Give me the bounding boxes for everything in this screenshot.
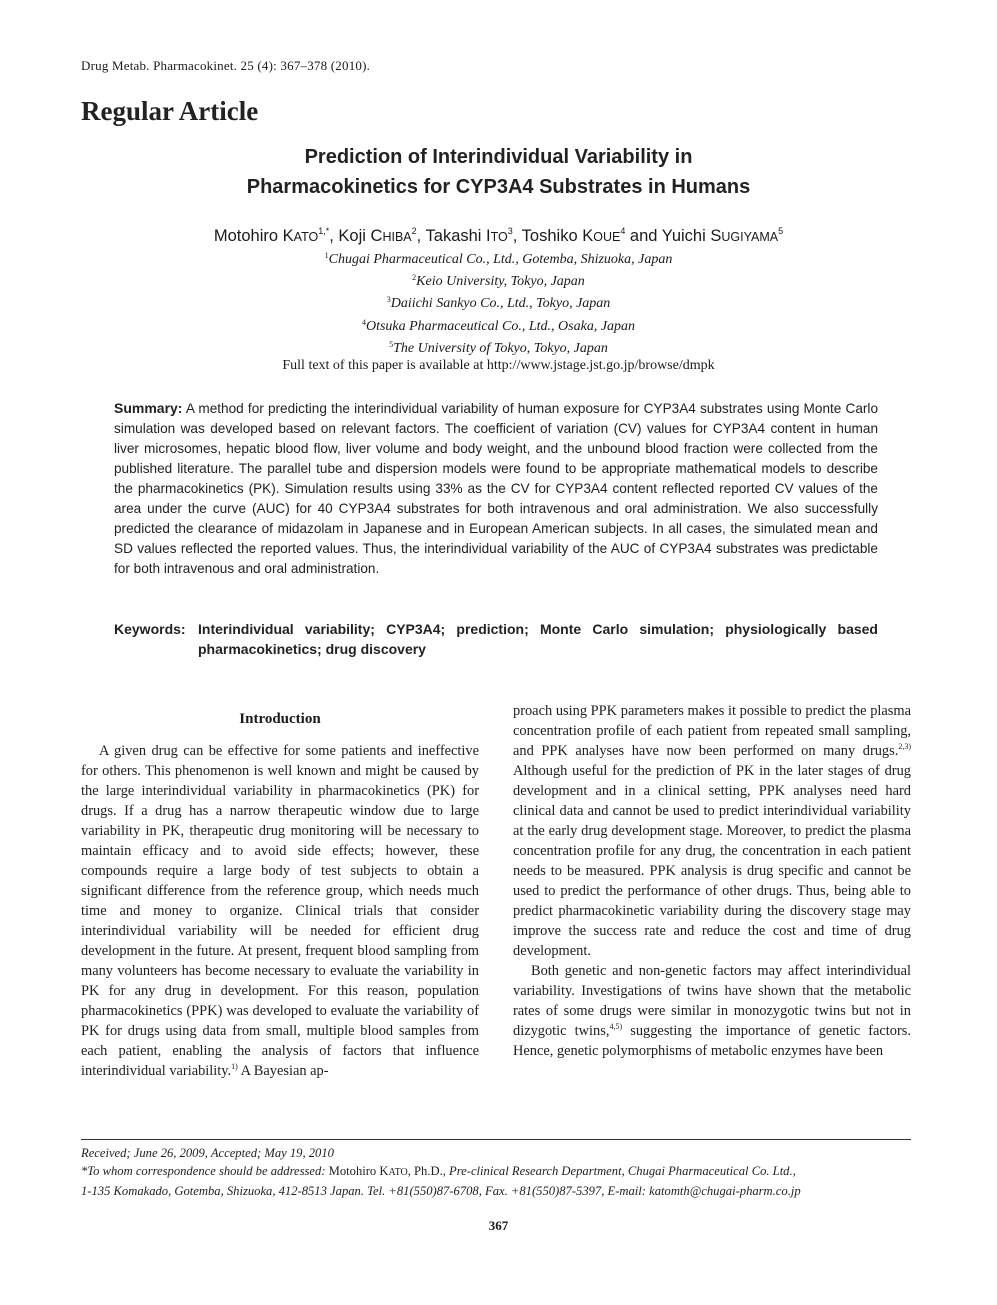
- citation-ref: 4,5): [609, 1022, 623, 1031]
- paper-title: [0, 142, 997, 202]
- author-2: Koji CHIBA$^2$,: [338, 226, 426, 245]
- full-text-availability-note: Full text of this paper is available at http://www.jstage.jst.go.jp/browse/dmpk: [282, 358, 715, 373]
- right-column: [513, 701, 911, 1061]
- keywords-label: Keywords:: [114, 621, 186, 637]
- keywords-text: Interindividual variability; CYP3A4; prediction; Monte Carlo simulation; physiologically based pharmacokinetics; drug discovery: [198, 621, 878, 657]
- citation-ref: 2,3): [898, 742, 911, 751]
- affiliation-3: $^3$Daiichi Sankyo Co., Ltd., Tokyo, Japan: [386, 295, 611, 312]
- introduction-heading: Introduction: [239, 711, 321, 727]
- author-5: Yuichi SUGIYAMA$^5$: [661, 226, 784, 245]
- article-type-heading: Regular Article: [81, 96, 259, 126]
- citation-ref: 1): [231, 1062, 238, 1071]
- affiliation-5: $^5$The University of Tokyo, Tokyo, Japan: [389, 339, 608, 356]
- affiliation-2: $^2$Keio University, Tokyo, Japan: [412, 273, 585, 290]
- received-accepted-dates: Received; June 26, 2009, Accepted; May 19, 2010: [81, 1146, 334, 1160]
- affiliation-1: $^1$Chugai Pharmaceutical Co., Ltd., Gotemba, Shizuoka, Japan: [324, 251, 673, 267]
- author-list: [0, 220, 997, 248]
- left-column: [81, 741, 479, 1081]
- page-number: 367: [488, 1218, 509, 1233]
- title-line-2: Pharmacokinetics for CYP3A4 Substrates in Humans: [246, 176, 751, 198]
- summary-paragraph: [114, 398, 878, 579]
- affiliation-list: [0, 247, 997, 358]
- correspondence-address: 1-135 Komakado, Gotemba, Shizuoka, 412-8513 Japan. Tel. +81(550)87-6708, Fax. +81(550)87-5397, E-mail: katomth@chugai-pharm.co.jp: [81, 1184, 801, 1198]
- intro-paragraph-1: A given drug can be effective for some patients and ineffective for others. This phenomenon is well known and might be caused by the large interindividual variability in pharmacokinetics (PK) for drugs. If a drug has a narrow therapeutic window due to large variability in PK, therapeutic drug monitoring will be necessary to maintain efficacy and to avoid side effects; however, these compounds require a large body of test subjects to obtain a significant difference from the reference group, which needs much time and money to organize. Clinical trials that consider interindividual variability will be needed for efficient drug development in the future. At present, frequent blood sampling from many volunteers has become necessary to evaluate the variability in PK for any drug in development. For this reason, population pharmacokinetics (PPK) was developed to evaluate the variability of PK for drugs using data from small, multiple blood samples from each patient, enabling the analysis of factors that influence interindividual variability.$^{1)}$ A Bayesian ap-: [81, 743, 479, 1079]
- author-3: Takashi ITO$^3$,: [425, 226, 522, 245]
- intro-paragraph-2: Both genetic and non-genetic factors may affect interindividual variability. Investigations of twins have shown that the metabolic rates of some drugs were similar in monozygotic twins but not in dizygotic twins,$^{4,5)}$ suggesting the importance of genetic factors. Hence, genetic polymorphisms of metabolic enzymes have been: [513, 963, 911, 1059]
- summary-text: A method for predicting the interindividual variability of human exposure for CYP3A4 substrates using Monte Carlo simulation was developed based on relevant factors. The coefficient of variation (CV) values for CYP3A4 content in human liver microsomes, hepatic blood flow, liver volume and body weight, and the unbound blood fraction were collected from the published literature. The parallel tube and dispersion models were found to be appropriate mathematical models to describe the pharmacokinetics (PK). Simulation results using 33% as the CV for CYP3A4 content reflected reported CV values of the area under the curve (AUC) for 40 CYP3A4 substrates for both intravenous and oral administration. We also successfully predicted the clearance of midazolam in Japanese and in European American subjects. In all cases, the simulated mean and SD values reflected the reported values. Thus, the interindividual variability of the AUC of CYP3A4 substrates was predictable for both intravenous and oral administration.: [114, 401, 879, 576]
- title-line-1: Prediction of Interindividual Variability in: [304, 146, 693, 168]
- author-1: Motohiro $KATO^{1,*}$,: [213, 226, 339, 245]
- affiliation-4: $^4$Otsuka Pharmaceutical Co., Ltd., Osaka, Japan: [361, 317, 636, 334]
- keywords-block: [114, 619, 878, 659]
- footnote-divider: [81, 1139, 911, 1140]
- author-4: Toshiko KOUE$^4$ and: [521, 226, 662, 245]
- intro-paragraph-1-continued: proach using PPK parameters makes it possible to predict the plasma concentration profile of each patient from repeated small sampling, and PPK analyses have now been performed on many drugs.$^{2,3)}$ Although useful for the prediction of PK in the later stages of drug development and in a clinical setting, PPK analyses need hard clinical data and cannot be used to predict interindividual variability at the early drug development stage. Moreover, to predict the plasma concentration profile for any drug, the concentration in each patient needs to be measured. PPK analysis is drug specific and cannot be used to predict the performance of other drugs. Thus, being able to predict pharmacokinetic variability during the discovery stage may improve the success rate and reduce the cost and time of drug development.: [513, 703, 911, 959]
- correspondence-note: *To whom correspondence should be addressed: Motohiro KATO, Ph.D., Pre-clinical Research Department, Chugai Pharmaceutical Co. Ltd.,: [81, 1164, 796, 1178]
- journal-citation: Drug Metab. Pharmacokinet. 25 (4): 367–378 (2010).: [81, 58, 371, 73]
- summary-label: Summary:: [114, 400, 183, 416]
- footnotes: [81, 1144, 911, 1200]
